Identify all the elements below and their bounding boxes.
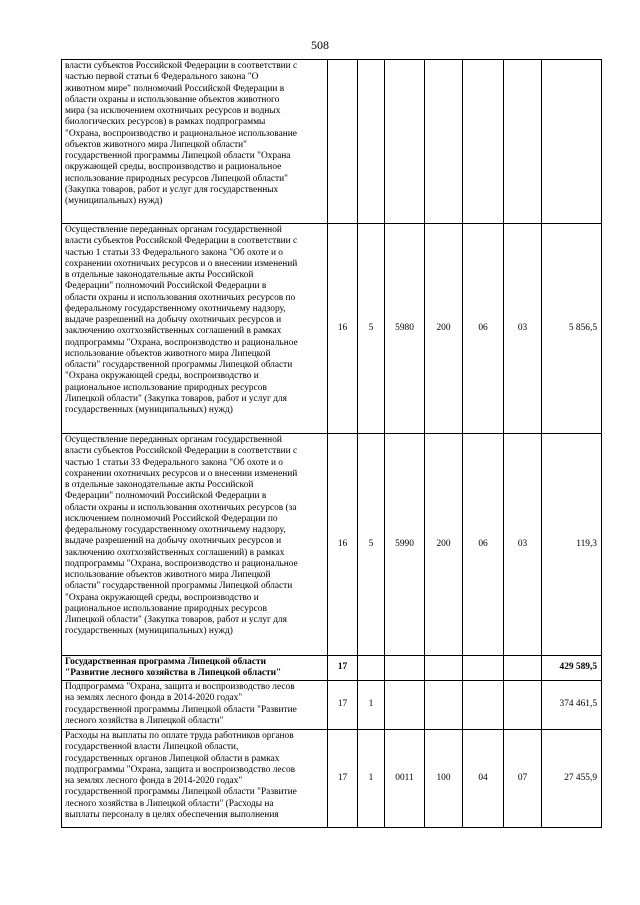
code-col-4 bbox=[425, 681, 463, 730]
code-col-4 bbox=[425, 60, 463, 224]
amount-cell bbox=[542, 60, 602, 224]
code-col-6 bbox=[504, 681, 542, 730]
code-col-4: 200 bbox=[425, 434, 463, 656]
code-col-1: 17 bbox=[328, 656, 358, 681]
code-col-4: 200 bbox=[425, 224, 463, 434]
code-col-6: 03 bbox=[504, 434, 542, 656]
code-col-1: 16 bbox=[328, 434, 358, 656]
code-col-5 bbox=[463, 60, 504, 224]
code-col-5: 06 bbox=[463, 434, 504, 656]
code-col-2 bbox=[358, 60, 385, 224]
table-row bbox=[62, 224, 602, 434]
amount-cell: 5 856,5 bbox=[542, 224, 602, 434]
code-col-3: 5990 bbox=[385, 434, 425, 656]
code-col-2: 1 bbox=[358, 730, 385, 828]
table-row bbox=[62, 681, 602, 730]
amount-cell: 27 455,9 bbox=[542, 730, 602, 828]
table-row bbox=[62, 730, 602, 828]
code-col-6 bbox=[504, 60, 542, 224]
code-col-6: 07 bbox=[504, 730, 542, 828]
code-col-3 bbox=[385, 681, 425, 730]
code-col-1 bbox=[328, 60, 358, 224]
code-col-3: 0011 bbox=[385, 730, 425, 828]
amount-cell: 374 461,5 bbox=[542, 681, 602, 730]
code-col-2: 5 bbox=[358, 434, 385, 656]
row-description: Государственная программа Липецкой области "Развитие лесного хозяйства в Липецкой области" bbox=[62, 656, 328, 681]
amount-cell: 119,3 bbox=[542, 434, 602, 656]
row-description: Подпрограмма "Охрана, защита и воспроизводство лесов на землях лесного фонда в 2014-2020 годах" государственной программы Липецкой области "Развитие лесного хозяйства в Липецкой области" bbox=[62, 681, 328, 730]
table-row bbox=[62, 434, 602, 656]
code-col-3: 5980 bbox=[385, 224, 425, 434]
code-col-3 bbox=[385, 656, 425, 681]
page-number: 508 bbox=[311, 38, 329, 52]
row-description: Осуществление переданных органам государственной власти субъектов Российской Федерации в соответствии с частью 1 статьи 33 Федерального закона "Об охоте и о сохранении охотничьих ресурсов и о внесении изменений в отдельные законодательные акты Российской Федерации" полномочий Российской Федерации в области охраны и использования охотничьих ресурсов (за исключением полномочий Российской Федерации по федеральному государственному охотничьему надзору, выдаче разрешений на добычу охотничьих ресурсов и заключению охотхозяйственных соглашений) в рамках подпрограммы "Охрана, воспроизводство и рациональное использование объектов животного мира Липецкой области" государственной программы Липецкой области "Охрана окружающей среды, воспроизводство и рациональное использование природных ресурсов Липецкой области" (Закупка товаров, работ и услуг для государственных (муниципальных) нужд) bbox=[62, 434, 328, 656]
code-col-2: 5 bbox=[358, 224, 385, 434]
table-row bbox=[62, 60, 602, 224]
code-col-3 bbox=[385, 60, 425, 224]
code-col-6 bbox=[504, 656, 542, 681]
code-col-5 bbox=[463, 656, 504, 681]
budget-table bbox=[61, 59, 602, 828]
row-description: Расходы на выплаты по оплате труда работников органов государственной власти Липецкой области, государственных органов Липецкой области в рамках подпрограммы "Охрана, защита и воспроизводство лесов на землях лесного фонда в 2014-2020 годах" государственной программы Липецкой области "Развитие лесного хозяйства в Липецкой области" (Расходы на выплаты персоналу в целях обеспечения выполнения bbox=[62, 730, 328, 828]
code-col-1: 16 bbox=[328, 224, 358, 434]
code-col-1: 17 bbox=[328, 730, 358, 828]
code-col-2 bbox=[358, 656, 385, 681]
code-col-5 bbox=[463, 681, 504, 730]
code-col-4: 100 bbox=[425, 730, 463, 828]
code-col-1: 17 bbox=[328, 681, 358, 730]
code-col-4 bbox=[425, 656, 463, 681]
code-col-2: 1 bbox=[358, 681, 385, 730]
code-col-5: 06 bbox=[463, 224, 504, 434]
row-description: Осуществление переданных органам государственной власти субъектов Российской Федерации в соответствии с частью 1 статьи 33 Федерального закона "Об охоте и о сохранении охотничьих ресурсов и о внесении изменений в отдельные законодательные акты Российской Федерации" полномочий Российской Федерации в области охраны и использования охотничьих ресурсов по федеральному государственному охотничьему надзору, выдаче разрешений на добычу охотничьих ресурсов и заключению охотхозяйственных соглашений в рамках подпрограммы "Охрана, воспроизводство и рациональное использование объектов животного мира Липецкой области" государственной программы Липецкой области "Охрана окружающей среды, воспроизводство и рациональное использование природных ресурсов Липецкой области" (Закупка товаров, работ и услуг для государственных (муниципальных) нужд) bbox=[62, 224, 328, 434]
amount-cell: 429 589,5 bbox=[542, 656, 602, 681]
table-row-program bbox=[62, 656, 602, 681]
code-col-6: 03 bbox=[504, 224, 542, 434]
code-col-5: 04 bbox=[463, 730, 504, 828]
row-description: власти субъектов Российской Федерации в соответствии с частью первой статьи 6 Федерального закона "О животном мире" полномочий Российской Федерации в области охраны и использование объектов животного мира (за исключением охотничьих ресурсов и водных биологических ресурсов) в рамках подпрограммы "Охрана, воспроизводство и рациональное использование объектов животного мира Липецкой области" государственной программы Липецкой области "Охрана окружающей среды, воспроизводство и рациональное использование природных ресурсов Липецкой области" (Закупка товаров, работ и услуг для государственных (муниципальных) нужд) bbox=[62, 60, 328, 224]
